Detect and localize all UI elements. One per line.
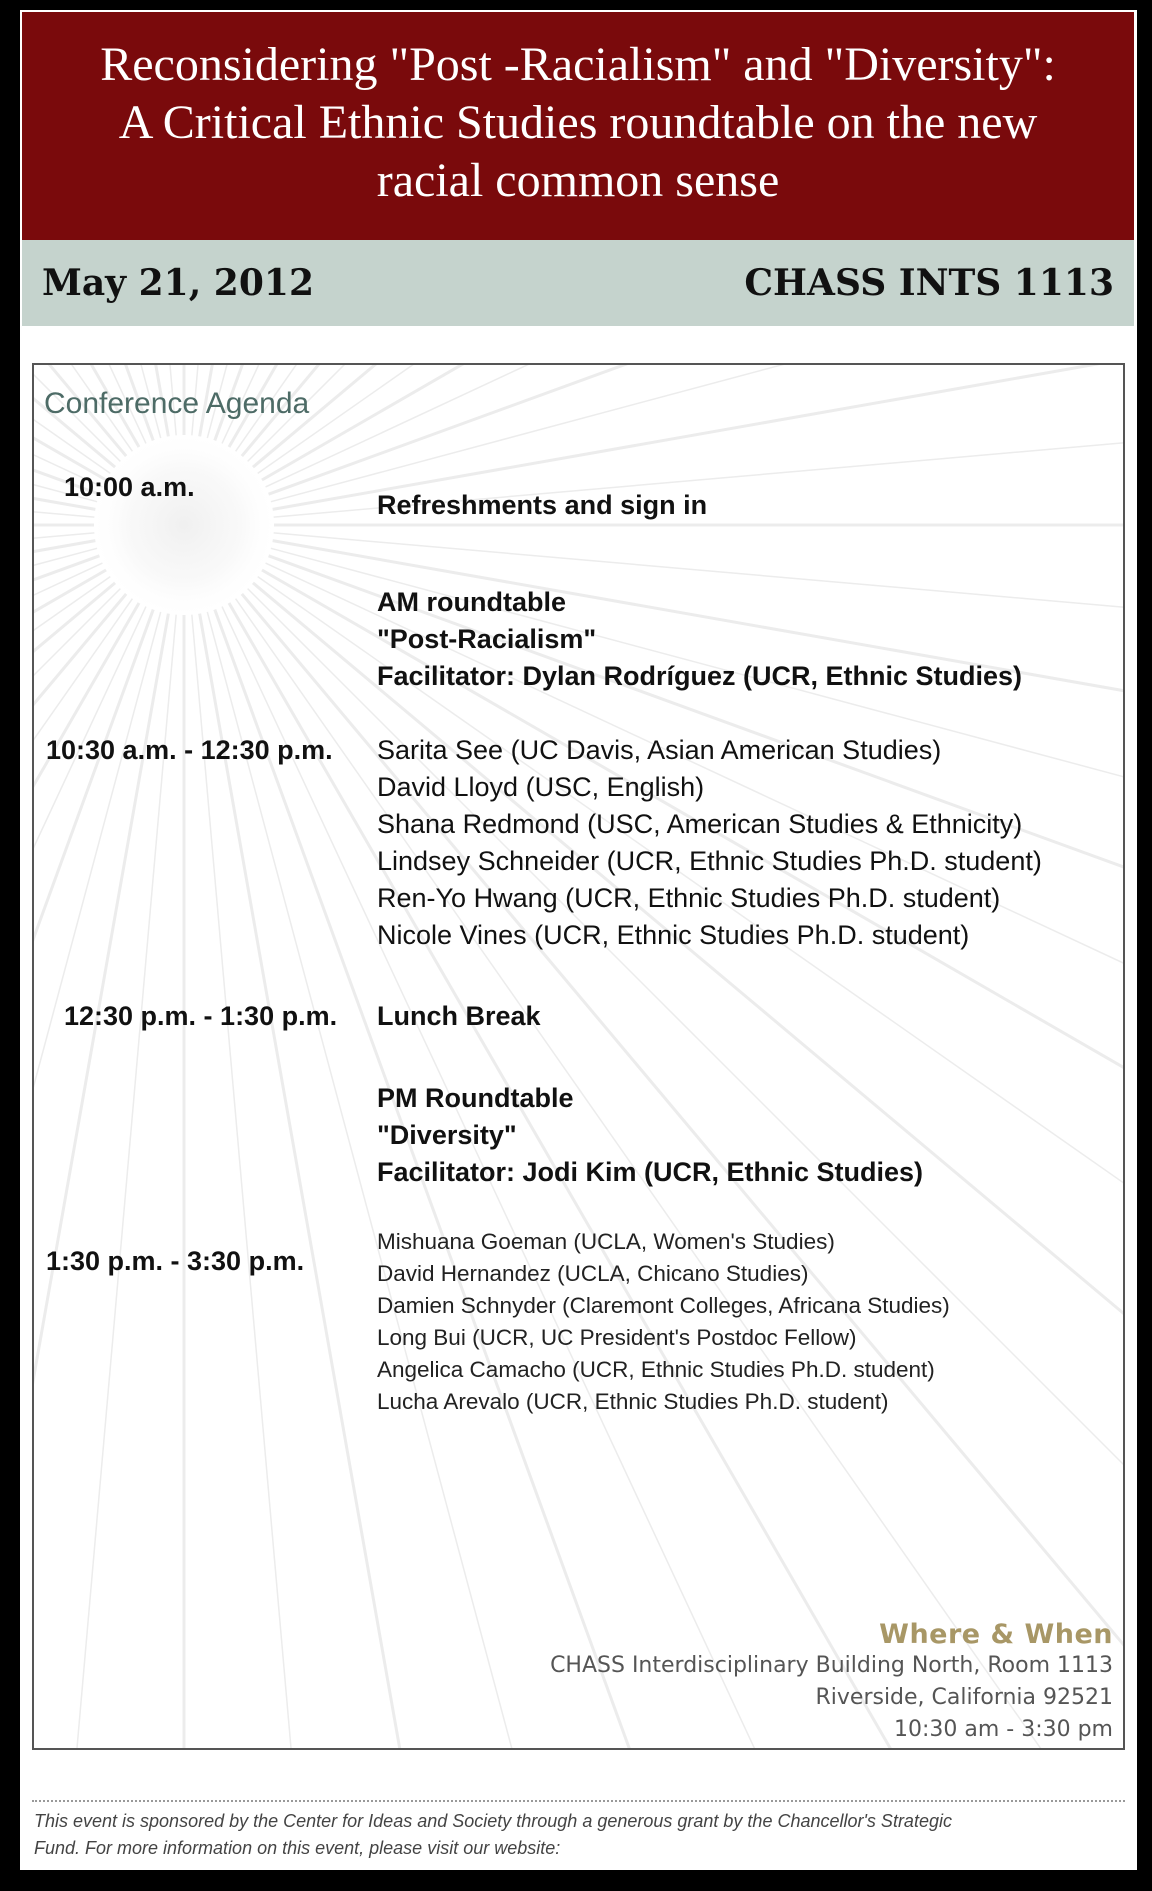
sunburst-ray (34, 603, 139, 1750)
pm-speaker: Long Bui (UCR, UC President's Postdoc Fellow) (377, 1325, 857, 1350)
flyer-sheet (20, 10, 1137, 1870)
pm-roundtable-label: PM Roundtable (377, 1083, 574, 1113)
venue-city: Riverside, California 92521 (815, 1685, 1113, 1710)
time-lunch: 12:30 p.m. - 1:30 p.m. (64, 1001, 338, 1031)
venue-building: CHASS Interdisciplinary Building North, Room 1113 (550, 1653, 1113, 1678)
title-banner (22, 12, 1134, 240)
event-date: May 21, 2012 (42, 262, 314, 304)
title-line-2: A Critical Ethnic Studies roundtable on the new (118, 96, 1038, 149)
am-roundtable-label: AM roundtable (377, 587, 566, 617)
sunburst-ray (253, 583, 1125, 1489)
date-band (22, 240, 1134, 326)
am-roundtable-theme: "Post-Racialism" (377, 624, 597, 654)
time-am-roundtable: 10:30 a.m. - 12:30 p.m. (46, 735, 333, 765)
refreshments-title: Refreshments and sign in (377, 490, 708, 520)
sunburst-background (34, 365, 1125, 1750)
am-speaker: Nicole Vines (UCR, Ethnic Studies Ph.D. student) (377, 920, 970, 950)
am-speaker: Shana Redmond (USC, American Studies & Ethnicity) (377, 809, 1023, 839)
title-line-3: racial common sense (376, 154, 780, 207)
am-facilitator: Facilitator: Dylan Rodríguez (UCR, Ethnic Studies) (377, 661, 1023, 691)
am-speaker: Lindsey Schneider (UCR, Ethnic Studies Ph.D. student) (377, 846, 1042, 876)
agenda-heading: Conference Agenda (44, 387, 310, 420)
sunburst-ray (242, 365, 1125, 456)
am-speaker: Sarita See (UC Davis, Asian American Studies) (377, 735, 942, 765)
lunch-title: Lunch Break (377, 1001, 541, 1031)
time-pm-roundtable: 1:30 p.m. - 3:30 p.m. (46, 1246, 305, 1276)
event-hours: 10:30 am - 3:30 pm (893, 1717, 1113, 1742)
sunburst-ray (229, 365, 934, 447)
sunburst-ray (34, 607, 146, 1750)
sunburst-ray (34, 563, 102, 1159)
where-when-heading: Where & When (879, 1619, 1113, 1650)
pm-speaker: Mishuana Goeman (UCLA, Women's Studies) (377, 1229, 835, 1254)
pm-speaker: Damien Schnyder (Claremont Colleges, Africana Studies) (377, 1293, 950, 1318)
am-speaker: Ren-Yo Hwang (UCR, Ethnic Studies Ph.D. student) (377, 883, 1001, 913)
footer-line-2: Fund. For more information on this event, please visit our website: (34, 1838, 561, 1858)
pm-speaker: David Hernandez (UCLA, Chicano Studies) (377, 1261, 809, 1286)
sunburst-ray (34, 612, 161, 1750)
pm-speaker: Angelica Camacho (UCR, Ethnic Studies Ph.D. student) (377, 1357, 935, 1382)
sunburst-ray (34, 610, 153, 1750)
event-room: CHASS INTS 1113 (744, 262, 1114, 304)
pm-speaker: Lucha Arevalo (UCR, Ethnic Studies Ph.D. student) (377, 1389, 889, 1414)
footer-line-1: This event is sponsored by the Center for Ideas and Society through a generous grant by the Chancellor's Strategic (34, 1811, 952, 1831)
pm-roundtable-theme: "Diversity" (377, 1120, 517, 1150)
where-when-block (550, 1619, 1113, 1746)
pm-facilitator: Facilitator: Jodi Kim (UCR, Ethnic Studies) (377, 1157, 924, 1187)
am-speaker: David Lloyd (USC, English) (377, 772, 705, 802)
title-line-1: Reconsidering "Post -Racialism" and "Diversity": (100, 38, 1056, 91)
sunburst-ray (34, 556, 99, 1038)
sunburst-center (89, 430, 279, 620)
sponsor-footer (34, 1808, 1124, 1862)
agenda-box (32, 363, 1125, 1750)
sunburst-ray (34, 614, 168, 1750)
sunburst-ray (34, 583, 115, 1489)
time-refreshments: 10:00 a.m. (64, 472, 195, 502)
sunburst-ray (269, 365, 1125, 494)
footer-divider (32, 1800, 1125, 1802)
